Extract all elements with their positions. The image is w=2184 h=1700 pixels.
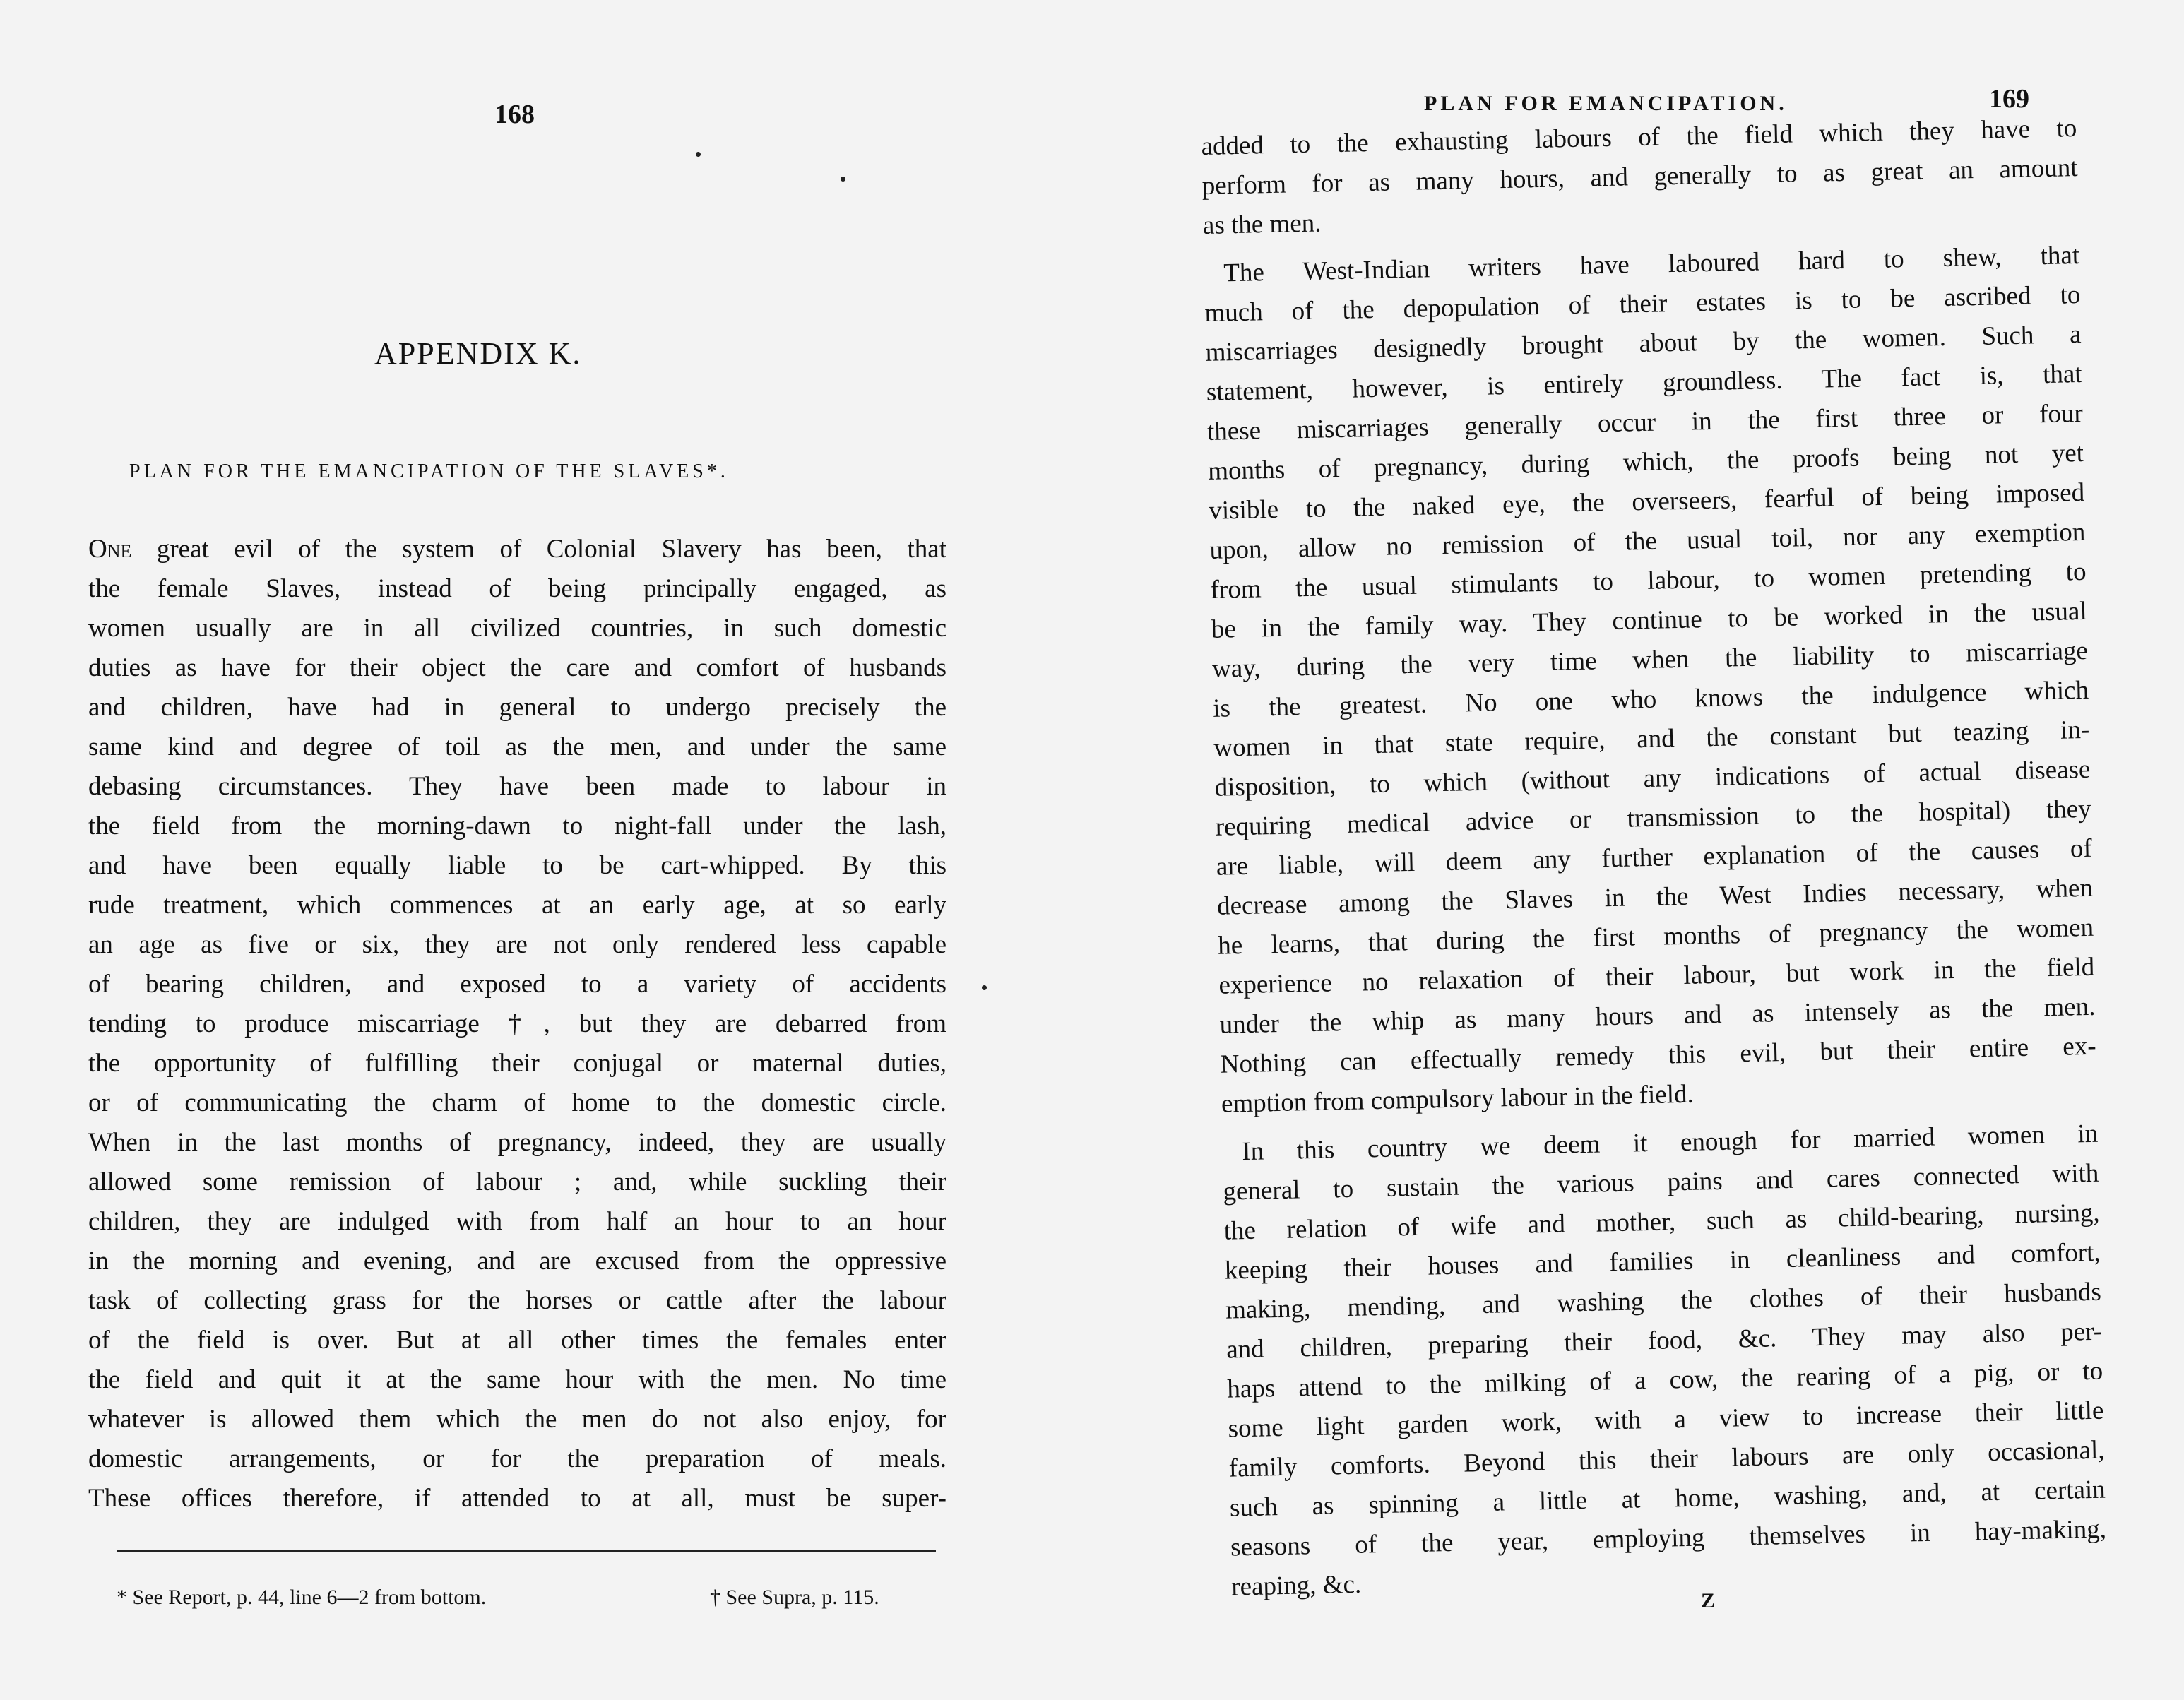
text-line: statement, however, is entirely groundless. The fact is, that — [1206, 359, 2083, 407]
text-line: such as spinning a little at home, washing, and, at certain — [1229, 1475, 2106, 1523]
text-line: In this country we deem it enough for married women in — [1241, 1119, 2099, 1167]
paragraph — [1204, 236, 2098, 1124]
text-line: way, during the very time when the liability to miscarriage — [1211, 636, 2089, 684]
text-line: reaping, &c. — [1230, 1569, 1362, 1602]
text-line: or of communicating the charm of home to the domestic circle. — [88, 1088, 946, 1117]
text-line: under the whip as many hours and as intensely as the men. — [1219, 992, 2096, 1040]
text-line: These offices therefore, if attended to at all, must be super- — [88, 1484, 946, 1513]
left-page-number: 168 — [494, 100, 535, 129]
text-line: from the usual stimulants to labour, to women pretending to — [1210, 557, 2087, 605]
text-line: duties as have for their object the care and comfort of husbands — [88, 653, 946, 682]
text-line: same kind and degree of toil as the men, and under the same — [88, 732, 946, 761]
text-line-content: great evil of the system of Colonial Slavery has been, that — [131, 535, 946, 564]
footnote-report: * See Report, p. 44, line 6—2 from bottom. — [117, 1586, 487, 1609]
text-line: is the greatest. No one who knows the indulgence which — [1212, 675, 2089, 723]
text-line: requiring medical advice or transmission to the hospital) they — [1215, 794, 2091, 842]
text-line: of bearing children, and exposed to a variety of accidents — [88, 970, 946, 999]
text-line: emption from compulsory labour in the field. — [1221, 1079, 1695, 1119]
text-line: general to sustain the various pains and cares connected with — [1223, 1158, 2099, 1206]
text-line: visible to the naked eye, the overseers, fearful of being imposed — [1208, 477, 2085, 525]
text-line: Nothing can effectually remedy this evil, but their entire ex- — [1220, 1031, 2096, 1079]
right-body-text — [1201, 109, 2108, 1607]
ink-speck — [982, 985, 987, 990]
ink-speck — [696, 152, 701, 157]
text-line: and children, preparing their food, &c. They may also per- — [1225, 1316, 2103, 1365]
text-line: much of the depopulation of their estates is to be ascribed to — [1204, 280, 2081, 328]
text-line: months of pregnancy, during which, the proofs being not yet — [1207, 438, 2084, 486]
text-line: task of collecting grass for the horses or cattle after the labour — [88, 1286, 946, 1315]
text-line: the female Slaves, instead of being principally engaged, as — [88, 574, 946, 603]
footnote-supra: † See Supra, p. 115. — [710, 1586, 879, 1609]
section-title: PLAN FOR THE EMANCIPATION OF THE SLAVES*. — [129, 460, 729, 482]
text-line: children, they are indulged with from half an hour to an hour — [88, 1207, 946, 1236]
appendix-title: APPENDIX K. — [374, 336, 582, 371]
text-line: are liable, will deem any further explanation of the causes of — [1216, 833, 2093, 881]
paragraph — [1201, 109, 2079, 246]
text-line: of the field is over. But at all other times the females enter — [88, 1326, 946, 1355]
text-line: perform for as many hours, and generally to as great an amount — [1201, 153, 2078, 201]
text-line: debasing circumstances. They have been made to labour in — [88, 772, 946, 801]
text-line: the field from the morning-dawn to night-fall under the lash, — [88, 812, 946, 840]
text-line: tending to produce miscarriage †, but they are debarred from — [88, 1009, 946, 1038]
text-line: disposition, to which (without any indications of actual disease — [1214, 754, 2091, 802]
text-line: experience no relaxation of their labour, but work in the field — [1218, 952, 2095, 1000]
text-line — [88, 530, 946, 569]
text-line: and children, have had in general to undergo precisely the — [88, 693, 946, 722]
text-line: domestic arrangements, or for the preparation of meals. — [88, 1444, 946, 1473]
text-line: allowed some remission of labour ; and, while suckling their — [88, 1167, 946, 1196]
text-line: seasons of the year, employing themselves in hay-making, — [1230, 1514, 2107, 1562]
ink-speck — [841, 177, 845, 182]
text-line: the opportunity of fulfilling their conjugal or maternal duties, — [88, 1049, 946, 1078]
text-line: some light garden work, with a view to increase their little — [1228, 1396, 2104, 1444]
text-line: the relation of wife and mother, such as child-bearing, nursing, — [1223, 1198, 2100, 1246]
left-body-text — [88, 530, 946, 1518]
text-line: When in the last months of pregnancy, indeed, they are usually — [88, 1128, 946, 1157]
text-line: in the morning and evening, and are excused from the oppressive — [88, 1247, 946, 1276]
text-line: family comforts. Beyond this their labours are only occasional, — [1228, 1435, 2105, 1483]
text-line: upon, allow no remission of the usual toil, nor any exemption — [1209, 517, 2086, 565]
running-head: PLAN FOR EMANCIPATION. — [1424, 92, 1788, 115]
text-line: making, mending, and washing the clothes of their husbands — [1225, 1277, 2102, 1325]
text-line: as the men. — [1202, 208, 1322, 240]
first-word: One — [88, 535, 132, 564]
text-line: he learns, that during the first months of pregnancy the women — [1217, 913, 2094, 961]
text-line: whatever is allowed them which the men do not also enjoy, for — [88, 1405, 946, 1434]
text-line: keeping their houses and families in cleanliness and comfort, — [1224, 1237, 2101, 1285]
text-line: miscarriages designedly brought about by the women. Such a — [1205, 319, 2082, 367]
text-line: decrease among the Slaves in the West Indies necessary, when — [1216, 873, 2094, 921]
right-page-number: 169 — [1989, 84, 2029, 114]
text-line: the field and quit it at the same hour with the men. No time — [88, 1365, 946, 1394]
footnote-rule — [117, 1550, 936, 1552]
text-line: be in the family way. They continue to be worked in the usual — [1211, 596, 2088, 644]
text-line: added to the exhausting labours of the field which they have to — [1201, 114, 2077, 161]
signature-mark: Z — [1701, 1589, 1716, 1612]
text-line: women in that state require, and the constant but teazing in- — [1213, 715, 2090, 763]
text-line: and have been equally liable to be cart-whipped. By this — [88, 851, 946, 880]
text-line: women usually are in all civilized countries, in such domestic — [88, 614, 946, 643]
text-line: an age as five or six, they are not only rendered less capable — [88, 930, 946, 959]
text-line: The West-Indian writers have laboured hard to shew, that — [1223, 240, 2080, 288]
text-line: haps attend to the milking of a cow, the rearing of a pig, or to — [1227, 1356, 2103, 1404]
text-line: these miscarriages generally occur in the first three or four — [1206, 398, 2084, 446]
text-line: rude treatment, which commences at an early age, at so early — [88, 891, 946, 920]
paragraph — [1222, 1114, 2108, 1607]
